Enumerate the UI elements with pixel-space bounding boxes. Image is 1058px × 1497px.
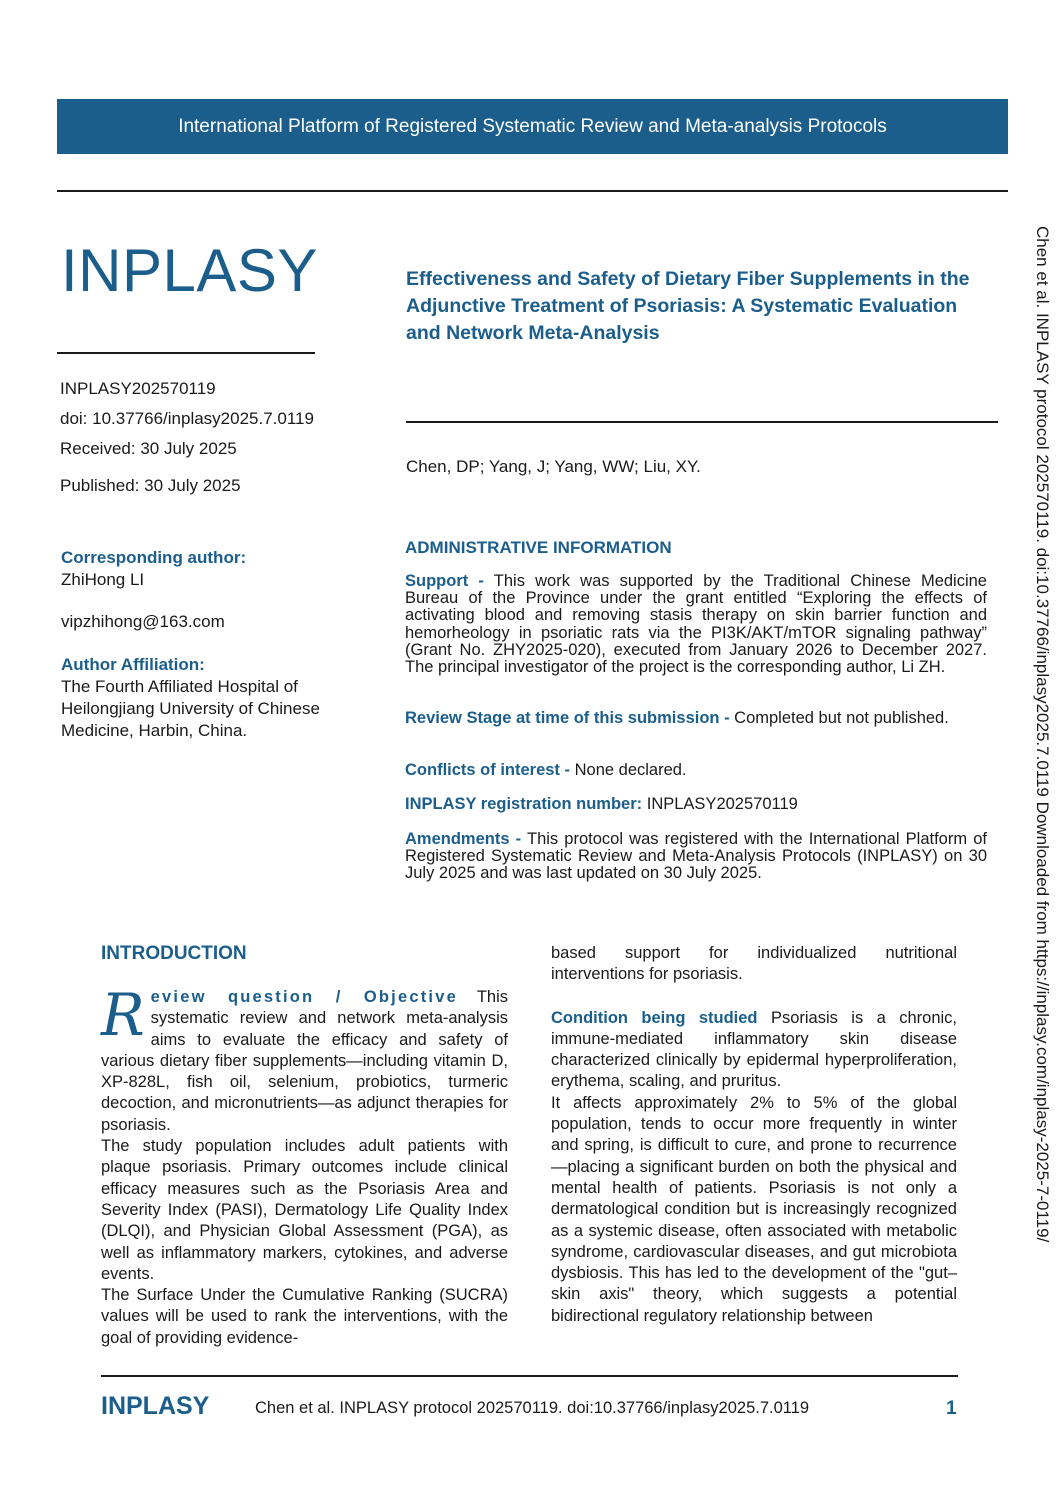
- admin-heading: ADMINISTRATIVE INFORMATION: [405, 538, 672, 557]
- vertical-citation[interactable]: Chen et al. INPLASY protocol 202570119. doi:10.37766/inplasy2025.7.0119 Downloaded from https://inplasy.com/inplasy-2025-7-0119/: [1033, 226, 1052, 1243]
- review-question-paragraph: [101, 981, 508, 1136]
- page-number: 1: [946, 1398, 957, 1419]
- header-banner: International Platform of Registered Systematic Review and Meta-analysis Protocols: [57, 99, 1008, 154]
- author-affiliation: [61, 654, 351, 742]
- corresponding-heading: Corresponding author:: [61, 548, 247, 567]
- corresponding-author: [61, 547, 246, 591]
- conflicts-label: Conflicts of interest -: [405, 761, 571, 779]
- conflicts-text: None declared.: [574, 761, 687, 779]
- amendments-section: [405, 831, 987, 883]
- title-rule: [406, 421, 998, 423]
- inplasy-logo: INPLASY: [61, 237, 318, 304]
- affiliation-heading: Author Affiliation:: [61, 655, 205, 674]
- received-date: Received: 30 July 2025: [60, 439, 237, 458]
- article-title: Effectiveness and Safety of Dietary Fiber Supplements in the Adjunctive Treatment of Psoriasis: A Systematic Evaluation and Network Meta-Analysis: [406, 268, 970, 344]
- condition-paragraph: [551, 1008, 957, 1093]
- review-stage-section: [405, 710, 987, 727]
- review-question-text: This systematic review and network meta-analysis aims to evaluate the efficacy and safety of various dietary fiber supplements—including vitamin D, XP-828L, fish oil, selenium, probiotics, turmeric decoction, and micronutrients—as adjunct therapies for psoriasis.: [101, 988, 508, 1134]
- prevalence-paragraph: It affects approximately 2% to 5% of the global population, tends to occur more frequently in winter and spring, is difficult to cure, and prone to recurrence—placing a significant burden on both the physical and mental health of patients. Psoriasis is not only a dermatological condition but is increasingly recognized as a systemic disease, often associated with metabolic syndrome, cardiovascular diseases, and gut microbiota dysbiosis. This has led to the development of the "gut–skin axis" theory, which suggests a potential bidirectional regulatory relationship between: [551, 1093, 957, 1325]
- review-stage-label: Review Stage at time of this submission -: [405, 709, 730, 727]
- review-stage-text: Completed but not published.: [734, 709, 949, 727]
- author-list: Chen, DP; Yang, J; Yang, WW; Liu, XY.: [406, 457, 701, 476]
- introduction-heading: INTRODUCTION: [101, 943, 247, 964]
- registration-section: [405, 796, 987, 813]
- registration-label: INPLASY registration number:: [405, 795, 643, 813]
- condition-label: Condition being studied: [551, 1008, 758, 1027]
- logo-rule: [57, 352, 315, 354]
- amendments-text: This protocol was registered with the International Platform of Registered Systematic Review and Meta-Analysis Protocols (INPLASY) on 30 July 2025 and was last updated on 30 July 2025.: [405, 830, 987, 883]
- drop-cap: R: [101, 981, 145, 1049]
- corresponding-email[interactable]: vipzhihong@163.com: [61, 612, 225, 631]
- protocol-id: INPLASY202570119: [60, 379, 216, 398]
- conflicts-section: [405, 762, 987, 779]
- support-section: [405, 573, 987, 676]
- footer-logo: INPLASY: [101, 1392, 210, 1420]
- header-rule: [57, 190, 1008, 192]
- intro-right-column: [551, 943, 957, 1327]
- support-text: This work was supported by the Traditional Chinese Medicine Bureau of the Province under the grant entitled “Exploring the effects of activating blood and removing stasis therapy on skin barrier function and hemorheology in psoriatic rats via the PI3K/AKT/mTOR signaling pathway” (Grant No. ZHY2025-020), executed from January 2026 to December 2027. The principal investigator of the project is the corresponding author, Li ZH.: [405, 572, 987, 677]
- population-paragraph: The study population includes adult patients with plaque psoriasis. Primary outcomes include clinical efficacy measures such as the Psoriasis Area and Severity Index (PASI), Dermatology Life Quality Index (DLQI), and Physician Global Assessment (PGA), as well as inflammatory markers, cytokines, and adverse events.: [101, 1137, 508, 1283]
- registration-number: INPLASY202570119: [646, 795, 798, 813]
- corresponding-name: ZhiHong LI: [61, 570, 145, 589]
- support-label: Support -: [405, 572, 484, 590]
- sucra-paragraph: The Surface Under the Cumulative Ranking (SUCRA) values will be used to rank the interventions, with the goal of providing evidence-: [101, 1286, 508, 1347]
- footer-rule: [101, 1375, 958, 1377]
- continued-paragraph: based support for individualized nutritional interventions for psoriasis.: [551, 944, 957, 984]
- footer-citation: Chen et al. INPLASY protocol 202570119. doi:10.37766/inplasy2025.7.0119: [255, 1399, 810, 1417]
- review-question-label: eview question / Objective: [150, 988, 458, 1006]
- intro-left-column: [101, 981, 508, 1349]
- published-date: Published: 30 July 2025: [60, 476, 241, 495]
- amendments-label: Amendments -: [405, 830, 522, 848]
- doi[interactable]: doi: 10.37766/inplasy2025.7.0119: [60, 409, 314, 428]
- affiliation-text: The Fourth Affiliated Hospital of Heilongjiang University of Chinese Medicine, Harbin, China.: [61, 677, 320, 740]
- condition-text: Psoriasis is a chronic, immune-mediated inflammatory skin disease characterized clinically by epidermal hyperproliferation, erythema, scaling, and pruritus.: [551, 1008, 958, 1091]
